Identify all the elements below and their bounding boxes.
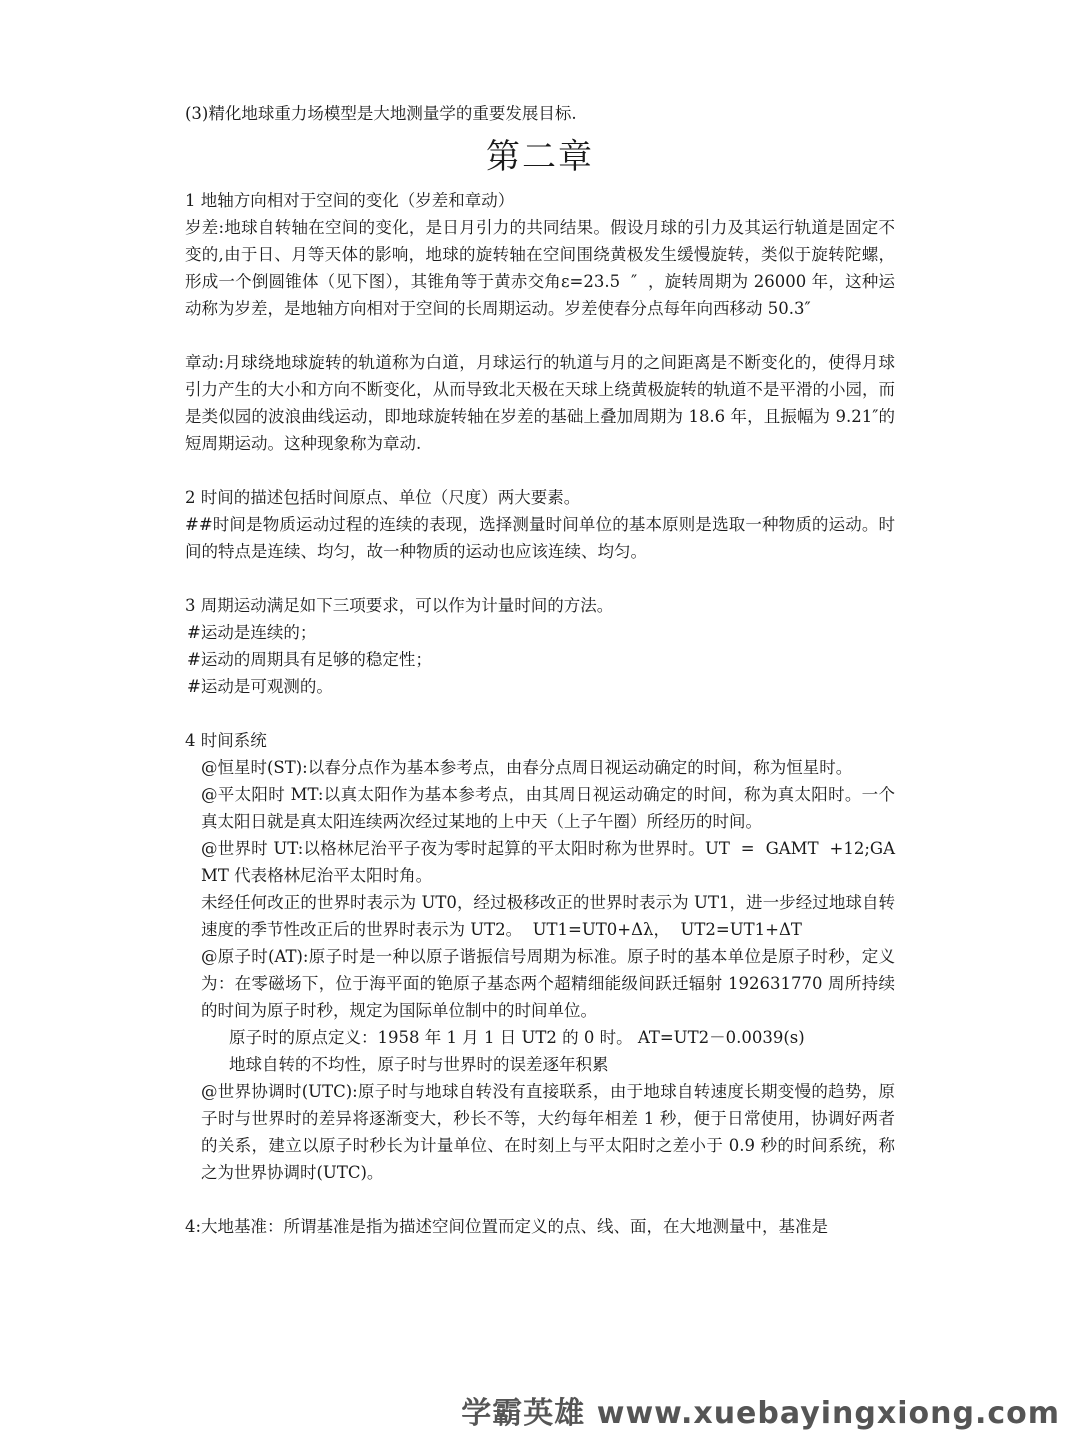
chapter-title: 第二章: [486, 137, 594, 177]
document-body: [185, 100, 895, 1240]
section-3-heading: 3 周期运动满足如下三项要求，可以作为计量时间的方法。: [185, 596, 614, 615]
mean-solar-time-paragraph: @平太阳时 MT:以真太阳作为基本参考点，由其周日视运动确定的时间，称为真太阳时。一个真太阳日就是真太阳连续两次经过某地的上中天（上子午圈）所经历的时间。: [201, 785, 895, 831]
atomic-time-paragraph: @原子时(AT):原子时是一种以原子谐振信号周期为标准。原子时的基本单位是原子时秒，定义为：在零磁场下，位于海平面的铯原子基态两个超精细能级间跃迁辐射 192631770 周所持续的时间为原子时秒，规定为国际单位制中的时间单位。: [201, 947, 895, 1020]
spacer: [185, 457, 895, 484]
section-1-heading: 1 地轴方向相对于空间的变化（岁差和章动）: [185, 191, 515, 210]
requirement-item: #运动的周期具有足够的稳定性；: [187, 650, 432, 669]
intro-line: (3)精化地球重力场模型是大地测量学的重要发展目标.: [185, 104, 577, 123]
precession-paragraph: 岁差:地球自转轴在空间的变化，是日月引力的共同结果。假设月球的引力及其运行轨道是固定不变的,由于日、月等天体的影响，地球的旋转轴在空间围绕黄极发生缓慢旋转，类似于旋转陀螺，形成一个倒圆锥体（见下图），其锥角等于黄赤交角ε=23.5 ″ ，旋转周期为 26000 年，这种运动称为岁差，是地轴方向相对于空间的长周期运动。岁差使春分点每年向西移动 50.3″: [185, 218, 895, 318]
spacer: [185, 700, 895, 727]
sidereal-time-paragraph: @恒星时(ST):以春分点作为基本参考点，由春分点周日视运动确定的时间，称为恒星时。: [201, 758, 853, 777]
spacer: [185, 565, 895, 592]
spacer: [185, 1186, 895, 1213]
site-watermark: 学霸英雄 www.xuebayingxiong.com: [461, 1396, 1060, 1431]
section-4-heading: 4 时间系统: [185, 731, 267, 750]
section-2-heading: 2 时间的描述包括时间原点、单位（尺度）两大要素。: [185, 488, 581, 507]
universal-time-paragraph: @世界时 UT:以格林尼治平子夜为零时起算的平太阳时称为世界时。UT = GAMT +12;GAMT 代表格林尼治平太阳时角。: [201, 839, 895, 885]
spacer: [185, 322, 895, 349]
utc-paragraph: @世界协调时(UTC):原子时与地球自转没有直接联系，由于地球自转速度长期变慢的趋势，原子时与世界时的差异将逐渐变大，秒长不等，大约每年相差 1 秒，便于日常使用，协调好两者的关系，建立以原子时秒长为计量单位、在时刻上与平太阳时之差小于 0.9 秒的时间系统，称之为世界协调时(UTC)。: [201, 1082, 895, 1182]
universal-time-correction-paragraph: 未经任何改正的世界时表示为 UT0，经过极移改正的世界时表示为 UT1，进一步经过地球自转速度的季节性改正后的世界时表示为 UT2。 UT1=UT0+Δλ， UT2=UT1+ΔT: [201, 893, 895, 939]
atomic-time-note-line: 地球自转的不均性，原子时与世界时的误差逐年积累: [229, 1055, 609, 1074]
nutation-paragraph: 章动:月球绕地球旋转的轨道称为白道，月球运行的轨道与月的之间距离是不断变化的，使得月球引力产生的大小和方向不断变化，从而导致北天极在天球上绕黄极旋转的轨道不是平滑的小园，而是类似园的波浪曲线运动，即地球旋转轴在岁差的基础上叠加周期为 18.6 年，且振幅为 9.21″的短周期运动。这种现象称为章动.: [185, 353, 895, 453]
requirement-item: #运动是连续的；: [187, 623, 317, 642]
time-description-paragraph: ##时间是物质运动过程的连续的表现，选择测量时间单位的基本原则是选取一种物质的运动。时间的特点是连续、均匀，故一种物质的运动也应该连续、均匀。: [185, 515, 895, 561]
requirement-item: #运动是可观测的。: [187, 677, 333, 696]
geodetic-datum-paragraph: 4:大地基准：所谓基准是指为描述空间位置而定义的点、线、面，在大地测量中，基准是: [185, 1217, 829, 1236]
atomic-time-origin-line: 原子时的原点定义：1958 年 1 月 1 日 UT2 的 0 时。 AT=UT2－0.0039(s): [229, 1028, 805, 1047]
